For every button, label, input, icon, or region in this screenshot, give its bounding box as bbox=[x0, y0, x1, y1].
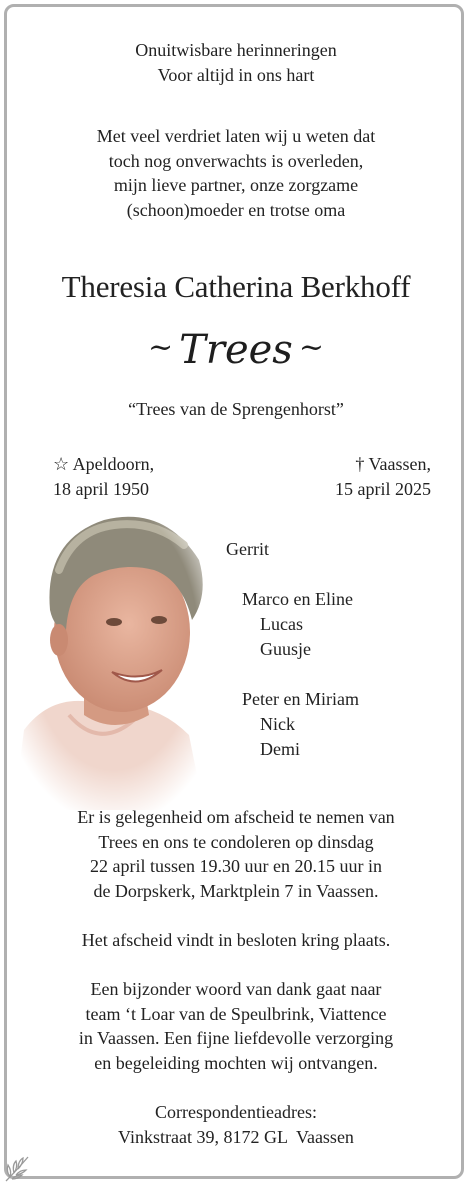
thanks-line: in Vaassen. Een fijne liefdevolle verzorging bbox=[78, 1028, 394, 1048]
correspondence-label: Correspondentieadres: bbox=[155, 1102, 317, 1122]
portrait-photo bbox=[14, 500, 214, 810]
deceased-name: Theresia Catherina Berkhoff bbox=[61, 269, 411, 304]
birth-date: 18 april 1950 bbox=[53, 479, 149, 499]
farewell-line: 22 april tussen 19.30 uur en 20.15 uur in bbox=[90, 856, 382, 876]
correspondence-address: Vinkstraat 39, 8172 GL Vaassen bbox=[118, 1126, 354, 1147]
thanks-line: en begeleiding mochten wij ontvangen. bbox=[94, 1052, 378, 1073]
nickname-heading bbox=[0, 320, 472, 378]
family-partner: Gerrit bbox=[226, 539, 269, 559]
family-grandchild: Demi bbox=[260, 739, 300, 759]
family-child: Peter en Miriam bbox=[242, 689, 359, 709]
death-place: † Vaassen, bbox=[355, 454, 431, 474]
farewell-text bbox=[0, 805, 472, 903]
announcement-line: Met veel verdriet laten wij u weten dat bbox=[96, 126, 376, 146]
thanks-line: team ‘t Loar van de Speulbrink, Viattence bbox=[85, 1003, 387, 1024]
announcement-line: toch nog onverwachts is overleden, bbox=[108, 150, 364, 171]
intro-line: Voor altijd in ons hart bbox=[157, 64, 315, 85]
family-child: Marco en Eline bbox=[242, 589, 353, 609]
tilde-right: ~ bbox=[298, 330, 324, 365]
alias-quote: “Trees van de Sprengenhorst” bbox=[128, 399, 344, 419]
announcement-text bbox=[0, 124, 472, 222]
announcement-line: mijn lieve partner, onze zorgzame bbox=[113, 175, 359, 195]
intro-text bbox=[0, 38, 472, 87]
thanks-text bbox=[0, 977, 472, 1075]
family-grandchild: Guusje bbox=[260, 639, 311, 659]
nickname: Trees bbox=[179, 327, 293, 373]
private-funeral-text: Het afscheid vindt in besloten kring plaats. bbox=[81, 930, 391, 950]
death-date: 15 april 2025 bbox=[335, 479, 431, 499]
family-grandchild: Nick bbox=[260, 714, 295, 734]
farewell-line: Er is gelegenheid om afscheid te nemen van bbox=[77, 807, 395, 827]
farewell-line: de Dorpskerk, Marktplein 7 in Vaassen. bbox=[93, 880, 379, 901]
thanks-line: Een bijzonder woord van dank gaat naar bbox=[90, 979, 382, 999]
death-info bbox=[335, 452, 431, 502]
announcement-line: (schoon)moeder en trotse oma bbox=[126, 199, 346, 220]
tilde-left: ~ bbox=[148, 330, 174, 365]
intro-line: Onuitwisbare herinneringen bbox=[135, 40, 337, 60]
correspondence-block bbox=[0, 1100, 472, 1149]
family-list bbox=[226, 537, 359, 762]
family-grandchild: Lucas bbox=[260, 614, 303, 634]
farewell-line: Trees en ons te condoleren op dinsdag bbox=[98, 831, 374, 852]
birth-place: ☆ Apeldoorn, bbox=[53, 454, 155, 474]
leaf-ornament-icon bbox=[2, 1151, 32, 1185]
birth-info bbox=[53, 452, 154, 502]
